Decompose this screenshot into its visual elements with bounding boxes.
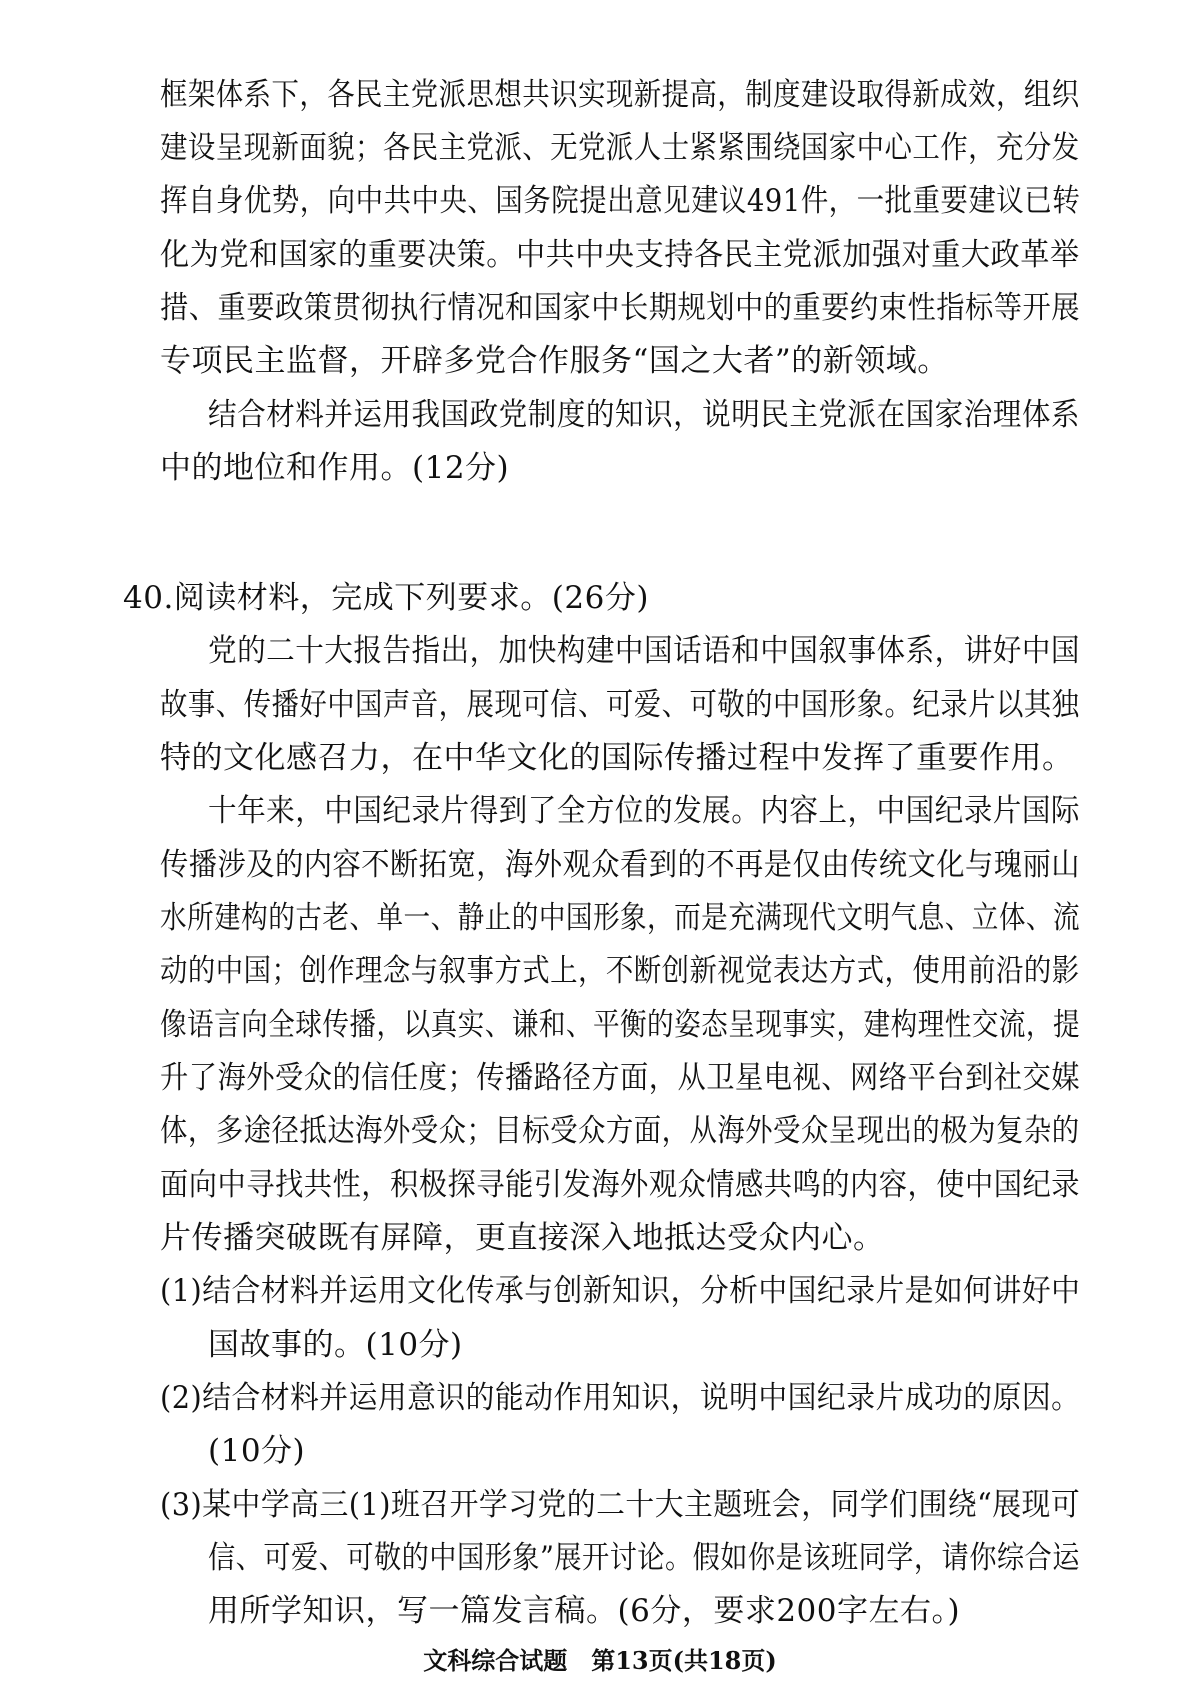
q40-para2-line-8: 面向中寻找共性，积极探寻能引发海外观众情感共鸣的内容，使中国纪录 xyxy=(160,1167,1080,1203)
q40-para2-line-5: 像语言向全球传播，以真实、谦和、平衡的姿态呈现事实，建构理性交流，提 xyxy=(160,1007,1080,1043)
q40-sub2-line-1: (2)结合材料并运用意识的能动作用知识，说明中国纪录片成功的原因。 xyxy=(160,1380,1081,1416)
page-footer: 文科综合试题 第13页(共18页) xyxy=(423,1646,777,1675)
q39-material-line-4: 化为党和国家的重要决策。中共中央支持各民主党派加强对重大政革举 xyxy=(160,237,1080,273)
q40-para2-line-1: 十年来，中国纪录片得到了全方位的发展。内容上，中国纪录片国际 xyxy=(208,793,1080,829)
q39-question-line-2: 中的地位和作用。(12分) xyxy=(160,450,510,486)
q40-para2-line-2: 传播涉及的内容不断拓宽，海外观众看到的不再是仅由传统文化与瑰丽山 xyxy=(160,847,1080,883)
q40-para2-line-9: 片传播突破既有屏障，更直接深入地抵达受众内心。 xyxy=(160,1220,885,1256)
q39-material-line-6: 专项民主监督，开辟多党合作服务“国之大者”的新领域。 xyxy=(160,343,949,379)
q40-para1-line-1: 党的二十大报告指出，加快构建中国话语和中国叙事体系，讲好中国 xyxy=(208,633,1080,669)
q40-para2-line-3: 水所建构的古老、单一、静止的中国形象，而是充满现代文明气息、立体、流 xyxy=(160,900,1080,936)
q39-material-line-2: 建设呈现新面貌；各民主党派、无党派人士紧紧围绕国家中心工作，充分发 xyxy=(160,130,1080,166)
q40-sub2-line-2: (10分) xyxy=(208,1433,306,1469)
q40-para1-line-2: 故事、传播好中国声音，展现可信、可爱、可敬的中国形象。纪录片以其独 xyxy=(160,687,1080,723)
q40-sub1-line-1: (1)结合材料并运用文化传承与创新知识，分析中国纪录片是如何讲好中 xyxy=(160,1273,1081,1309)
q39-material-line-3: 挥自身优势，向中共中央、国务院提出意见建议491件，一批重要建议已转 xyxy=(160,183,1081,219)
q40-sub3-line-2: 信、可爱、可敬的中国形象”展开讨论。假如你是该班同学，请你综合运 xyxy=(208,1540,1080,1576)
q39-question-line-1: 结合材料并运用我国政党制度的知识，说明民主党派在国家治理体系 xyxy=(208,397,1080,433)
q40-para1-line-3: 特的文化感召力，在中华文化的国际传播过程中发挥了重要作用。 xyxy=(160,740,1074,776)
q40-sub3-line-3: 用所学知识，写一篇发言稿。(6分，要求200字左右。) xyxy=(208,1593,961,1629)
q39-material-line-5: 措、重要政策贯彻执行情况和国家中长期规划中的重要约束性指标等开展 xyxy=(160,290,1080,326)
q40-para2-line-7: 体，多途径抵达海外受众；目标受众方面，从海外受众呈现出的极为复杂的 xyxy=(160,1113,1080,1149)
q40-sub1-line-2: 国故事的。(10分) xyxy=(208,1327,463,1363)
q40-para2-line-4: 动的中国；创作理念与叙事方式上，不断创新视觉表达方式，使用前沿的影 xyxy=(160,953,1080,989)
q39-material-line-1: 框架体系下，各民主党派思想共识实现新提高，制度建设取得新成效，组织 xyxy=(160,77,1080,113)
q40-para2-line-6: 升了海外受众的信任度；传播路径方面，从卫星电视、网络平台到社交媒 xyxy=(160,1060,1080,1096)
q40-heading: 40.阅读材料，完成下列要求。(26分) xyxy=(123,580,649,616)
q40-sub3-line-1: (3)某中学高三(1)班召开学习党的二十大主题班会，同学们围绕“展现可 xyxy=(160,1487,1081,1523)
